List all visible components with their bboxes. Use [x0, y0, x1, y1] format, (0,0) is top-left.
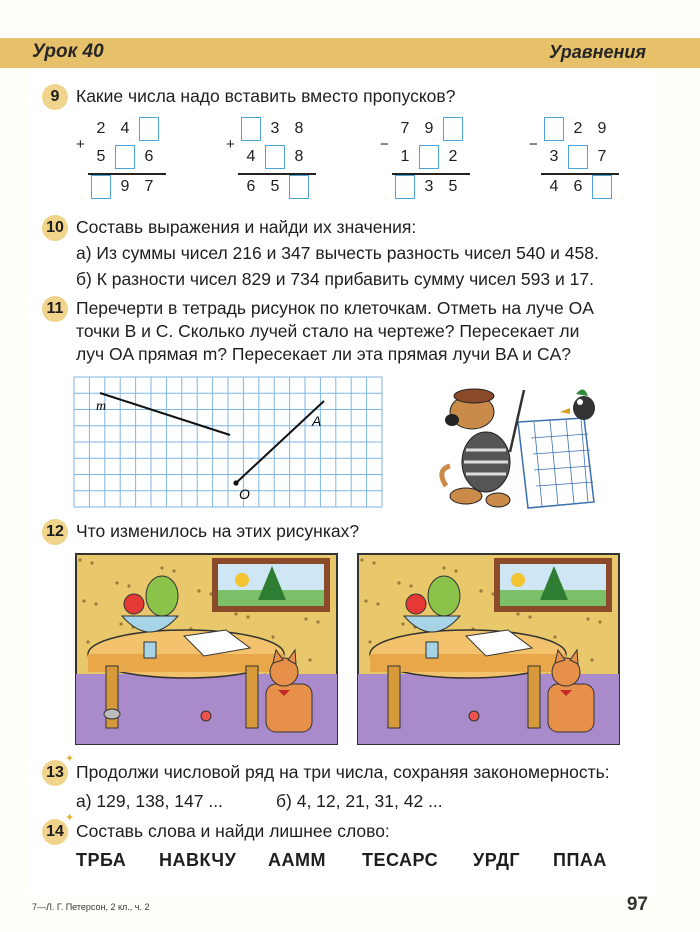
task-14-star-icon: ✦: [65, 812, 75, 824]
task-9-badge: 9: [42, 84, 68, 110]
task-10-text: Составь выражения и найди их значения:: [76, 217, 417, 237]
task-13-b: б) 4, 12, 21, 31, 42 ...: [276, 791, 443, 811]
word-3: ААММ: [268, 850, 326, 870]
digit: 9: [424, 120, 434, 137]
task-10-badge: 10: [42, 215, 68, 241]
digit: 9: [120, 178, 130, 195]
blank-box[interactable]: [419, 145, 439, 169]
sum-line: [88, 173, 166, 175]
digit: 9: [597, 120, 607, 137]
cat-body: [548, 684, 594, 732]
picture-left: [76, 554, 337, 744]
blank-box[interactable]: [592, 175, 612, 199]
blank-box[interactable]: [139, 117, 159, 141]
digit: 2: [96, 120, 106, 137]
table-leg-left: [388, 666, 400, 728]
blank-box[interactable]: [395, 175, 415, 199]
operator-sign: +: [76, 136, 85, 153]
task-14-text: Составь слова и найди лишнее слово:: [76, 821, 390, 841]
task-11-line-3: луч OA прямая m? Пересекает ли эта прямая лучи BA и CA?: [76, 344, 571, 364]
label-a: A: [312, 413, 322, 429]
digit: 2: [573, 120, 583, 137]
blank-box[interactable]: [91, 175, 111, 199]
bowl-stem: [144, 642, 156, 658]
word-5: УРДГ: [473, 850, 521, 870]
task-12-text: Что изменилось на этих рисунках?: [76, 521, 360, 541]
word-6: ППАА: [553, 850, 607, 870]
label-m: m: [96, 399, 107, 414]
apple: [406, 594, 426, 614]
digit: 8: [294, 120, 304, 137]
picture-sun: [511, 573, 525, 587]
word-4: ТЕСАРС: [362, 850, 439, 870]
page-number: 97: [626, 894, 648, 915]
task-12-badge: 12: [42, 519, 68, 545]
digit: 6: [246, 178, 256, 195]
sum-line: [541, 173, 619, 175]
digit: 4: [120, 120, 130, 137]
bowl-stem: [426, 642, 438, 658]
task-13-star-icon: ✦: [65, 753, 75, 765]
task-13-badge: 13: [42, 760, 68, 786]
point-o: [233, 480, 238, 485]
digit: 3: [270, 120, 280, 137]
table-leg-right: [528, 666, 540, 728]
digit: 1: [400, 148, 410, 165]
topic-title: Уравнения: [549, 42, 646, 62]
word-1: ТРБА: [76, 850, 127, 870]
grid-drawing: [74, 377, 382, 507]
task-13-text: Продолжи числовой ряд на три числа, сохраняя закономерность:: [76, 762, 610, 782]
task-11-line-1: Перечерти в тетрадь рисунок по клеточкам. Отметь на луче OA: [76, 298, 594, 318]
blank-box[interactable]: [544, 117, 564, 141]
sum-line: [238, 173, 316, 175]
footer-credit: 7—Л. Г. Петерсон, 2 кл., ч. 2: [32, 902, 150, 912]
blank-box[interactable]: [568, 145, 588, 169]
digit: 4: [549, 178, 559, 195]
picture-sun: [235, 573, 249, 587]
mouse: [104, 709, 120, 719]
digit: 3: [424, 178, 434, 195]
task-14-badge: 14: [42, 819, 68, 845]
sum-line: [392, 173, 470, 175]
blank-box[interactable]: [443, 117, 463, 141]
blank-box[interactable]: [115, 145, 135, 169]
label-o: O: [239, 486, 250, 502]
digit: 6: [144, 148, 154, 165]
task-9-text: Какие числа надо вставить вместо пропусков?: [76, 86, 456, 106]
digit: 5: [448, 178, 458, 195]
operator-sign: −: [380, 136, 389, 153]
task-11-badge: 11: [42, 296, 68, 322]
digit: 7: [400, 120, 410, 137]
blank-box[interactable]: [241, 117, 261, 141]
blank-box[interactable]: [289, 175, 309, 199]
ball: [469, 711, 479, 721]
pear: [428, 576, 460, 616]
task-11-line-2: точки B и C. Сколько лучей стало на чертеже? Пересекает ли: [76, 321, 580, 341]
word-2: НАВКЧУ: [159, 850, 237, 870]
blank-box[interactable]: [265, 145, 285, 169]
digit: 8: [294, 148, 304, 165]
digit: 5: [270, 178, 280, 195]
dog-illustration: [436, 382, 612, 512]
digit: 4: [246, 148, 256, 165]
digit: 3: [549, 148, 559, 165]
task-10-a: а) Из суммы чисел 216 и 347 вычесть разность чисел 540 и 458.: [76, 243, 599, 263]
operator-sign: +: [226, 136, 235, 153]
task-13-a: а) 129, 138, 147 ...: [76, 791, 223, 811]
pear: [146, 576, 178, 616]
digit: 7: [597, 148, 607, 165]
digit: 2: [448, 148, 458, 165]
ball: [201, 711, 211, 721]
cat-body: [266, 684, 312, 732]
digit: 7: [144, 178, 154, 195]
picture-right: [358, 554, 619, 744]
operator-sign: −: [529, 136, 538, 153]
line-m: [100, 393, 230, 435]
apple: [124, 594, 144, 614]
table-leg-right: [246, 666, 258, 728]
lesson-title: Урок 40: [32, 41, 104, 62]
task-10-b: б) К разности чисел 829 и 734 прибавить сумму чисел 593 и 17.: [76, 269, 594, 289]
digit: 5: [96, 148, 106, 165]
digit: 6: [573, 178, 583, 195]
